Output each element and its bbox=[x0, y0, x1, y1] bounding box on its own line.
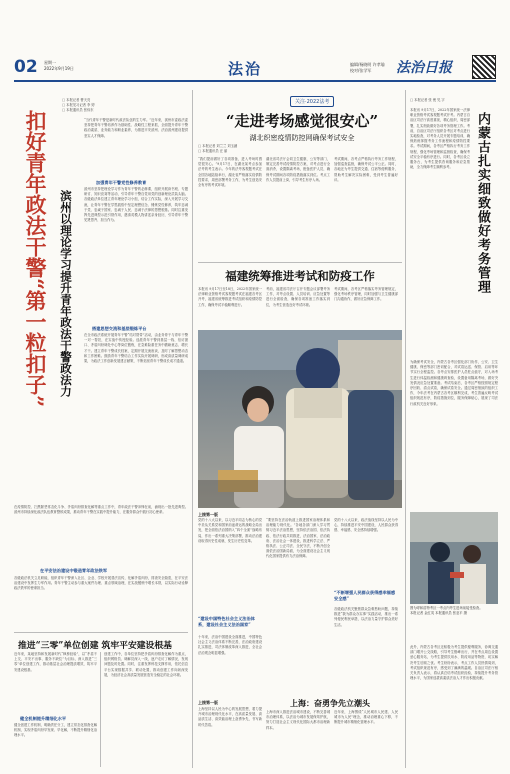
bottom-left-sub: 健全机制提升精细化水平 bbox=[20, 716, 67, 721]
bottom-left-vrule bbox=[100, 652, 101, 767]
center-main-body-1: 本报讯 9月17日至18日，2022年国家统一法律职业资格考试客观题考试在福建各考区开考，福建省统筹推进考试组织和疫情防控工作，确保考试平稳顺利进行。 bbox=[198, 287, 262, 307]
right-photo bbox=[410, 512, 498, 604]
shanghai-headline: 上海：奋勇争先立潮头 bbox=[290, 698, 370, 708]
left-story-author: □ 本报记者 曹天亮 □ 本报见习记者 李 婷 □ 本报通讯员 张伟东 bbox=[62, 98, 95, 113]
left-body-4: 在疫情防控、扫黑除恶常态化斗争、矛盾纠纷排查化解等重点工作中，青年政法干警冲锋在前，涌现出一批先进典型。滨州市持续深化政法队伍教育整顿成果，推动青年干警在实践中提升能力，在服务群众中践行初心使命。 bbox=[14, 505, 188, 515]
bc-sub-2: “不断增强人民群众获得感幸福感安全感” bbox=[334, 590, 396, 601]
center-main-body-2: 考前，福建省司法厅召开专题会议部署考务工作，对考点设置、人员培训、应急处置等进行全面检查，确保各项准备工作落实到位，为考生营造良好考试环境。 bbox=[266, 287, 330, 307]
bc-body-7: 上海市深入推进法治城市建设，不断完善城市治理体系，以法治为城市发展保驾护航，努力打造社会主义现代化国际大都市治理新样本。 bbox=[266, 710, 330, 730]
exam-checkpoint-photo bbox=[198, 330, 402, 508]
right-body-3: 此外，内蒙古各考区还积极为考生提供便利服务，协调交通部门增开公交线路，引导考生错峰出行，并在考点周边设置爱心服务站，为考生提供饮用水、防疫用品等物资，切实解决考生后顾之忧。考生纷纷表示，考点工作人员热情周到，考试组织规范有序，感受到了满满的温暖。自治区司法厅相关负责人表示，将认真总结考试组织经验，持续提升考务管理水平，为国家选拔高素质法治人才作出积极贡献。 bbox=[410, 645, 498, 681]
left-sub-1: 加强青年干警党性修养教育 bbox=[96, 180, 147, 185]
left-sub-2: 搭建思想交流和基层锻炼平台 bbox=[92, 326, 147, 331]
col-divider-1 bbox=[192, 90, 193, 768]
center-main-headline: 福建统筹推进考试和防疫工作 bbox=[225, 269, 375, 283]
bc-body-1: 党的十八大以来，以习近平同志为核心的党中央从关系党和国家前途命运的战略全局出发，把全面依法治国纳入“四个全面”战略布局，作出一系列重大决策部署，推动法治建设取得历史性成就、发生历史性变革。 bbox=[198, 518, 262, 543]
page-number: 02 bbox=[14, 57, 38, 77]
center-rule-1 bbox=[198, 262, 402, 263]
bottom-left-headline: 推进“三零”单位创建 筑牢平安建设根基 bbox=[18, 641, 172, 651]
right-photo-illustration bbox=[410, 512, 498, 604]
top-center-subhead: 湖北织密疫情防控网确保考试安全 bbox=[249, 134, 355, 142]
right-photo-caption: 图为呼和浩特考区一考点内考生进场前接受检查。 本报记者 金红英 本报通讯员 张亚平 摄 bbox=[410, 606, 483, 616]
left-subhead: 滨州以理论学习提升青年政法干警政法力 bbox=[59, 190, 73, 397]
editor-credits: 编辑/杨晓明 许孝瑜 校对/张学军 bbox=[350, 62, 385, 73]
bc-body-5: 党的十八大以来，政法战线坚持以人民为中心，持续推进平安中国建设，人民群众获得感、幸福感、安全感持续增强。 bbox=[334, 518, 398, 533]
bc-kicker-1: 上接第一版 bbox=[198, 512, 218, 517]
bc-body-3: 上海坚持以人民为中心的发展思想，着力提升城市治理现代化水平，在高质量发展、高品质生活、高效能治理上奋勇争先，书写新时代答卷。 bbox=[198, 707, 262, 727]
right-body-1: 本报讯 9月17日，2022年国家统一法律职业资格考试客观题考试开考。内蒙古自治区司法厅高度重视，精心组织，周密部署，扎实细致做好各项考务管理工作。考前，自治区司法厅组织各考区对考点进行实地检查，对考务人员开展专题培训，确保熟练掌握考务工作流程和疫情防控要求。考试期间，各考区严格执行考务工作规程，强化考场管理和监督检查，确保考试安全平稳有序进行。同时，各考区设立服务台，为考生提供咨询服务和应急帮助，全力保障考生顺利参考。 bbox=[410, 108, 470, 170]
top-center-headline: “走进考场感觉很安心” bbox=[225, 112, 379, 130]
top-center-author: □ 本报记者 刘兰兰 刘玉涵 □ 本报通讯员 汪 丽 bbox=[198, 144, 238, 154]
left-body-2: 滨州市坚持把理论学习作为青年干警的必修课，组织开展读书班、专题研讨、知识竞赛等活动，引导青年干警自觉用党的创新理论武装头脑。各级政法单位建立青年理论学习小组，结合工作实际，深入开展学习交流，让青年干警在学思践悟中坚定理想信念、锤炼党性修养，筑牢忠诚于党、忠诚于国家、忠诚于人民、忠诚于法律的思想根基。同时注重发挥先进典型示范引领作用，邀请英模人物讲述亲身经历，引导青年干警见贤思齐、担当作为。 bbox=[84, 187, 188, 223]
bc-sub-1: “建设中国特色社会主义法治体系，建设社会主义法治国家” bbox=[198, 616, 255, 627]
col-divider-2 bbox=[405, 90, 406, 768]
left-body-1: “当代青年干警是新时代政法队伍的生力军。”近年来，滨州市委政法委坚持把青年干警培养作为基础性、战略性工程来抓，全面提升青年干警政治素质、业务能力和职业素养，为推进平安滨州、法治滨州建设提供坚实人才保障。 bbox=[84, 118, 188, 138]
section-title: 法治 bbox=[228, 60, 263, 78]
left-sub-3: 在平安法治建设中锻造青年政法铁军 bbox=[40, 568, 108, 573]
bottom-left-body-3: 创建工作中，各单位坚持把矛盾纠纷排查化解作为重点，组织网格员、调解员深入一线，逐户走访了解情况，发现问题及时处置。同时，注重发挥科技支撑作用，依托信息平台实现数据共享、联动处置，推动创建工作向纵深发展，为经济社会高质量发展营造安全稳定的社会环境。 bbox=[104, 652, 188, 677]
bc-body-2: 十年来，法治中国建设全面推进，中国特色社会主义法治体系不断完善，法治政府建设扎实推进，司法体制改革深入推进，全社会法治观念明显增强。 bbox=[198, 635, 262, 655]
photo-illustration bbox=[198, 330, 402, 508]
issue-date: 星期一 2022年9月19日 bbox=[44, 60, 74, 71]
top-center-body-2: 湖北省司法厅会同卫生健康、公安等部门，制定完善考试疫情防控方案，对考点进行全面消杀，设置隔离考场，配备医护人员，确保考试期间各项防疫措施落实到位。考点工作人员提前上岗，引导考生有序入场。 bbox=[266, 157, 330, 182]
bc-body-6: 各级政法机关聚焦群众急难愁盼问题，持续推进“我为群众办实事”实践活动，推出一系列便民利民举措，以法治力量守护群众美好生活。 bbox=[334, 607, 398, 627]
qr-code bbox=[472, 55, 496, 79]
bc-kicker-2: 上接第一版 bbox=[198, 700, 218, 705]
focus-badge: 关注·2022法考 bbox=[290, 96, 334, 107]
right-headline: 内蒙古扎实细致做好考务管理 bbox=[475, 112, 490, 294]
right-story-author: □ 本报记者 张 俊 见 字 bbox=[410, 98, 445, 102]
left-divider bbox=[14, 632, 188, 633]
bottom-left-body-1: 近年来，某地坚持和发展新时代“枫桥经验”，以“矛盾不上交、平安不出事、服务不缺位”为目标，深入推进“三零”单位创建工作，推动基层社会治理提质增效，筑牢平安建设根基。 bbox=[14, 652, 97, 672]
bc-body-8: 近年来，上海围绕“人民城市人民建、人民城市为人民”理念，推动治理重心下移，不断提升城市精细化管理水平。 bbox=[334, 710, 398, 725]
top-center-body-3: 考试期间，各考点严格执行考务工作规程，加强巡查监督，确保考试公平公正。同时，各地还为考生提供交通、住宿等便利服务，帮助考生解决实际困难，受到考生普遍好评。 bbox=[334, 157, 398, 182]
left-headline: 扣好青年政法干警“第一粒扣子” bbox=[23, 110, 48, 408]
paper-logo: 法治日报 bbox=[396, 60, 452, 76]
header-rule bbox=[14, 80, 496, 82]
bc-body-4: “要坚持在法治轨道上推进国家治理体系和治理能力现代化。”各地各部门深入学习贯彻习近平法治思想，坚持依法治国、依法执政、依法行政共同推进，法治国家、法治政府、法治社会一体建设，推进科学立法、严格执法、公正司法、全民守法，不断开创全面依法治国新局面，为全面建设社会主义现代化国家提供有力法治保障。 bbox=[266, 518, 330, 559]
left-body-3: 在全市政法系统开展青年干警“结对帮带”活动，由业务骨干与青年干警一对一帮扶，在实战中传授经验。选派青年干警到基层一线、信访窗口、矛盾纠纷调处中心等岗位锻炼，在急难险重任务中磨砺意志、增长才干。建立青年干警成长档案，定期开展交流座谈，及时了解思想动态和工作困难。鼓励青年干警结合工作实际开展调研，形成高质量调研成果，为政法工作创新发展建言献策，不断拓宽青年干警成长成才通道。 bbox=[84, 333, 188, 364]
right-body-2: 为确保考试安全，内蒙古各考区强化部门协作，公安、卫生健康、保密等部门密切配合，对试卷运送、保管、启用等环节实行全程监控。各考点安排医护人员驻点值守，对入场考生进行体温检测和健康码查验，设置备用隔离考场，做好突发情况应急处置准备。考试结束后，各考区严格按照规定程序回收、清点试卷，确保试卷安全。通过周密细致的组织工作，今年法考在内蒙古各考区顺利完成，考生普遍反映考试组织规范有序，防疫措施到位，服务保障贴心，展现了司法行政机关良好形象。 bbox=[410, 360, 498, 406]
bottom-left-body-2: 健全创建工作机制，明确责任分工，建立常态化排查化解机制，实现矛盾纠纷早发现、早化解，不断提升精细化治理水平。 bbox=[14, 723, 97, 738]
left-body-5: 各级政法机关立足职能，组织青年干警深入社区、企业、学校开展普法宣传，化解矛盾纠纷，排查安全隐患，在平安法治建设中发挥生力军作用。青年干警主动参与重大案件办理、重点领域治理，在实战锻炼中增长本领，以实际行动诠释政法铁军的使命担当。 bbox=[14, 576, 188, 591]
top-center-body-1: “我们提前做好了各项准备，进入考场时感觉很安心。”9月17日，在湖北某考点参加法考的考生表示。今年的法考客观题考试在全国各地陆续举行，湖北省严格落实疫情防控要求，周密部署考务工作，为考生创造安全有序的考试环境。 bbox=[198, 157, 262, 188]
center-main-body-3: 考试期间，各考区严格落实考务管理规定，强化考场秩序管理，同时加强与卫生健康部门沟通协作，做好应急保障工作。 bbox=[334, 287, 398, 302]
